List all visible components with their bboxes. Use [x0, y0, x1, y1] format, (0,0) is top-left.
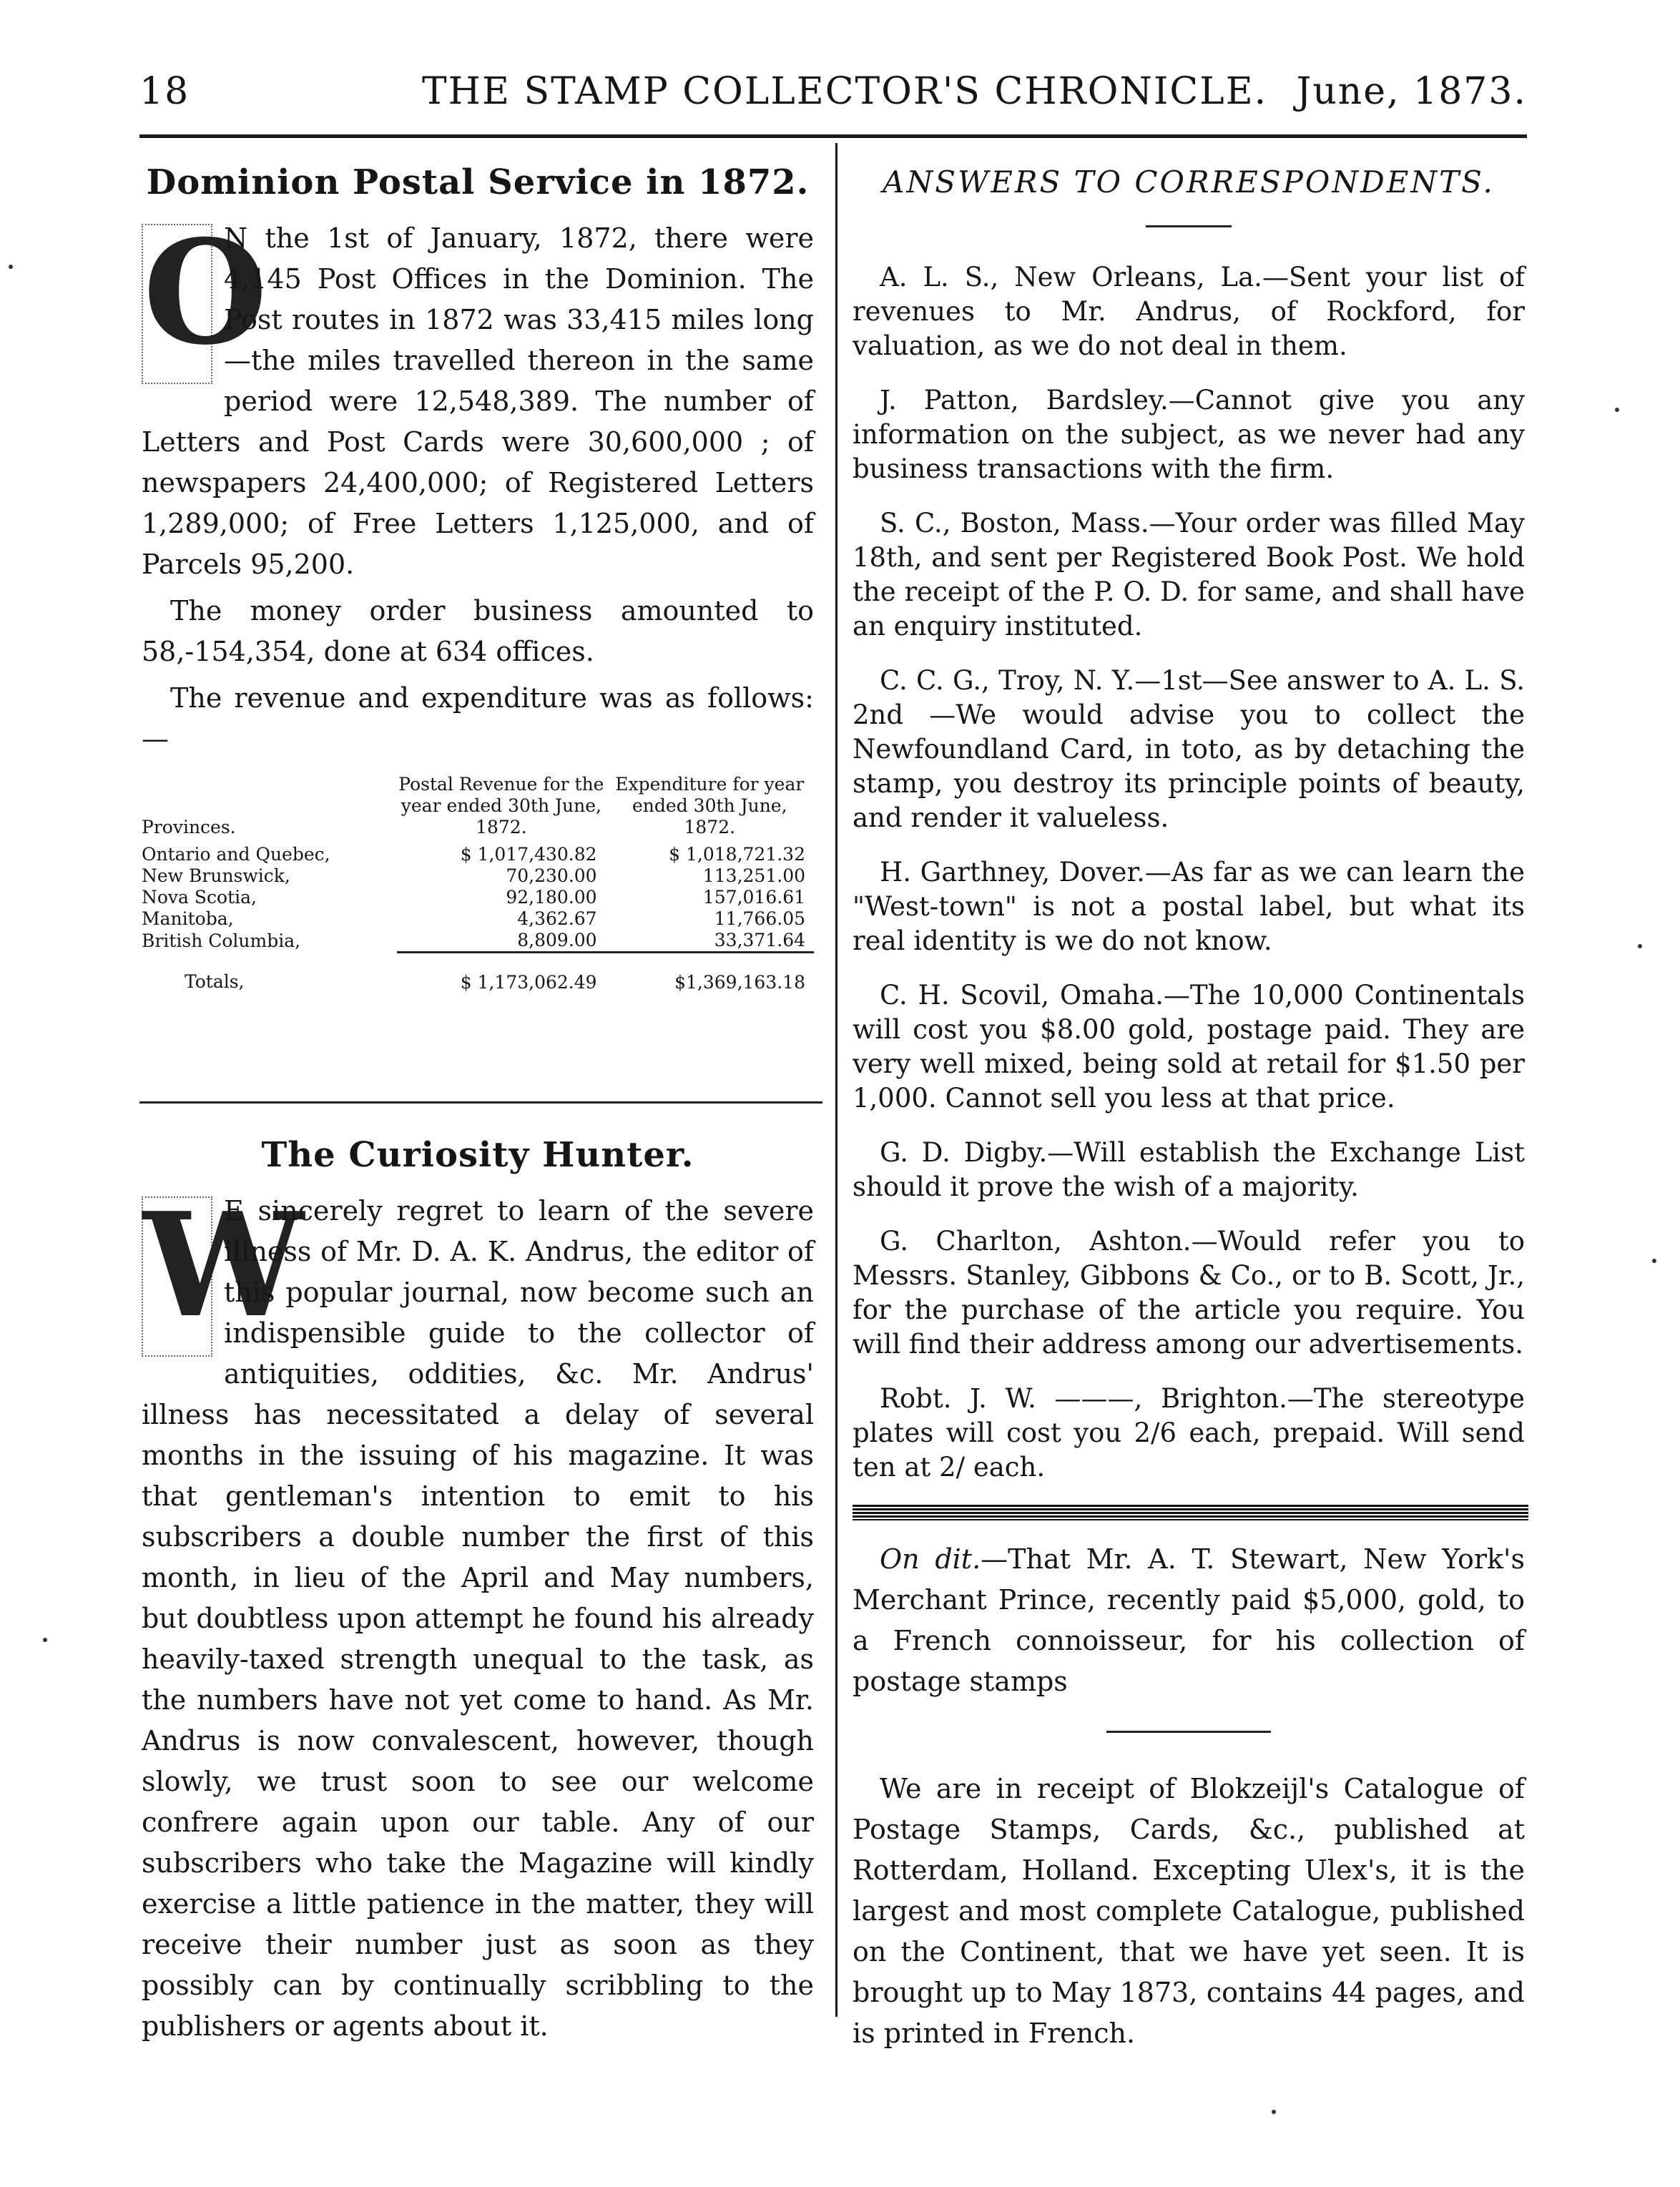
- row-expenditure: $ 1,018,721.32: [669, 844, 805, 865]
- dominion-para-2: The money order business amounted to 58,-154,354, done at 634 offices.: [142, 595, 814, 667]
- header-rule: [139, 134, 1527, 138]
- answer-item: C. C. G., Troy, N. Y.—1st—See answer to A. L. S. 2nd —We would advise you to collect the Newfoundland Card, in toto, as by detaching the stamp, you destroy its principle points of beauty, and render it valueless.: [853, 665, 1525, 833]
- totals-row: [142, 953, 814, 994]
- catalogue-notice: We are in receipt of Blokzeijl's Catalogue of Postage Stamps, Cards, &c., published at Rotterdam, Holland. Excepting Ulex's, it is the largest and most complete Catalogue, published on the Continent, that we have yet seen. It is brought up to May 1873, contains 44 pages, and is printed in French.: [853, 1773, 1525, 2049]
- journal-title: THE STAMP COLLECTOR'S CHRONICLE.: [422, 70, 1268, 113]
- totals-expenditure: $1,369,163.18: [606, 953, 814, 994]
- row-province: British Columbia,: [142, 930, 301, 951]
- row-revenue: 70,230.00: [506, 865, 597, 886]
- section-divider: [139, 1101, 822, 1104]
- row-province: New Brunswick,: [142, 865, 290, 886]
- on-dit-text: —That Mr. A. T. Stewart, New York's Merchant Prince, recently paid $5,000, gold, to a French connoisseur, for his collection of postage stamps: [853, 1543, 1525, 1697]
- row-revenue: 8,809.00: [517, 930, 597, 950]
- right-column: [853, 154, 1525, 2054]
- row-revenue: $ 1,017,430.82: [460, 844, 597, 865]
- answers-heading: ANSWERS TO CORRESPONDENTS.: [883, 164, 1495, 200]
- issue-date: June, 1873.: [1296, 70, 1527, 113]
- col-header-provinces: Provinces.: [142, 817, 236, 837]
- answer-item: S. C., Boston, Mass.—Your order was filled May 18th, and sent per Registered Book Post. We hold the receipt of the P. O. D. for same, and shall have an enquiry instituted.: [853, 508, 1525, 642]
- row-expenditure: 157,016.61: [702, 887, 805, 908]
- answer-item: G. Charlton, Ashton.—Would refer you to Messrs. Stanley, Gibbons & Co., or to B. Scott, Jr., for the purchase of the article you require. You will find their address among our advertisements.: [853, 1226, 1525, 1360]
- row-revenue: 92,180.00: [506, 887, 597, 908]
- answer-item: C. H. Scovil, Omaha.—The 10,000 Continentals will cost you $8.00 gold, postage paid. They are very well mixed, being sold at retail for $1.50 per 1,000. Cannot sell you less at that price.: [853, 980, 1525, 1114]
- print-speck: [1652, 1259, 1656, 1263]
- table-row: [142, 930, 814, 953]
- on-dit-lead: On dit.: [880, 1543, 981, 1575]
- row-expenditure: 113,251.00: [702, 865, 805, 886]
- left-column: [142, 154, 814, 993]
- row-province: Ontario and Quebec,: [142, 844, 330, 865]
- print-speck: [1615, 408, 1619, 412]
- totals-revenue: $ 1,173,062.49: [397, 953, 605, 994]
- curiosity-para: E sincerely regret to learn of the severe illness of Mr. D. A. K. Andrus, the editor of this popular journal, now become such an indispensible guide to the collector of antiquities, oddities, &c. Mr. Andrus' illness has necessitated a delay of several months in the issuing of his magazine. It was that gentleman's intention to emit to his subscribers a double number the first of this month, in lieu of the April and May numbers, but doubtless upon attempt he found his already heavily-taxed strength unequal to the task, as the numbers have not yet come to hand. As Mr. Andrus is now convalescent, however, though slowly, we trust soon to see our welcome confrere again upon our table. Any of our subscribers who take the Magazine will kindly exercise a little patience in the matter, they will receive their number just as soon as they possibly can by continually scribbling to the publishers or agents about it.: [142, 1195, 814, 2042]
- heading-short-rule: [1146, 225, 1232, 227]
- table-row: [142, 865, 814, 887]
- dominion-para-3: The revenue and expenditure was as follows:—: [142, 682, 814, 755]
- dominion-para-1: N the 1st of January, 1872, there were 4,145 Post Offices in the Dominion. The Post routes in 1872 was 33,415 miles long —the miles travelled thereon in the same period were 12,548,389. The number of Letters and Post Cards were 30,600,000 ; of newspapers 24,400,000; of Registered Letters 1,289,000; of Free Letters 1,125,000, and of Parcels 95,200.: [142, 222, 814, 580]
- row-province: Nova Scotia,: [142, 887, 257, 908]
- answer-item: A. L. S., New Orleans, La.—Sent your list of revenues to Mr. Andrus, of Rockford, for valuation, as we do not deal in them.: [853, 262, 1525, 361]
- answer-item: G. D. Digby.—Will establish the Exchange List should it prove the wish of a majority.: [853, 1137, 1525, 1202]
- tail-divider: [1106, 1731, 1271, 1733]
- totals-label: Totals,: [185, 971, 245, 993]
- on-dit-paragraph: [853, 1539, 1525, 1702]
- col-header-revenue: Postal Revenue for the year ended 30th June, 1872.: [398, 774, 604, 837]
- col-header-expenditure: Expenditure for year ended 30th June, 1872.: [615, 774, 805, 837]
- dominion-heading: Dominion Postal Service in 1872.: [146, 162, 810, 202]
- table-row: [142, 908, 814, 930]
- print-speck: [1638, 944, 1642, 948]
- dominion-article: [142, 154, 814, 993]
- row-province: Manitoba,: [142, 908, 234, 929]
- dropcap-o: O: [142, 224, 212, 384]
- row-expenditure: 33,371.64: [714, 930, 805, 950]
- row-revenue: 4,362.67: [517, 908, 597, 929]
- page-number: 18: [139, 70, 190, 113]
- answer-item: H. Garthney, Dover.—As far as we can learn the "West-town" is not a postal label, but what its real identity is we do not know.: [853, 857, 1525, 956]
- postal-stats-table: [142, 774, 814, 993]
- running-head: [139, 63, 1527, 120]
- dropcap-w: W: [142, 1196, 212, 1357]
- curiosity-article: [142, 1126, 814, 2047]
- row-expenditure: 11,766.05: [714, 908, 805, 929]
- print-speck: [1272, 2110, 1276, 2114]
- column-rule: [835, 143, 837, 2017]
- table-row: [142, 887, 814, 908]
- print-speck: [43, 1638, 47, 1642]
- table-row: [142, 844, 814, 865]
- heavy-divider: [853, 1505, 1528, 1520]
- answer-item: Robt. J. W. ———, Brighton.—The stereotype plates will cost you 2/6 each, prepaid. Will send ten at 2/ each.: [853, 1383, 1525, 1483]
- print-speck: [9, 265, 13, 269]
- curiosity-heading: The Curiosity Hunter.: [261, 1135, 694, 1175]
- answer-item: J. Patton, Bardsley.—Cannot give you any information on the subject, as we never had any business transactions with the firm.: [853, 385, 1525, 484]
